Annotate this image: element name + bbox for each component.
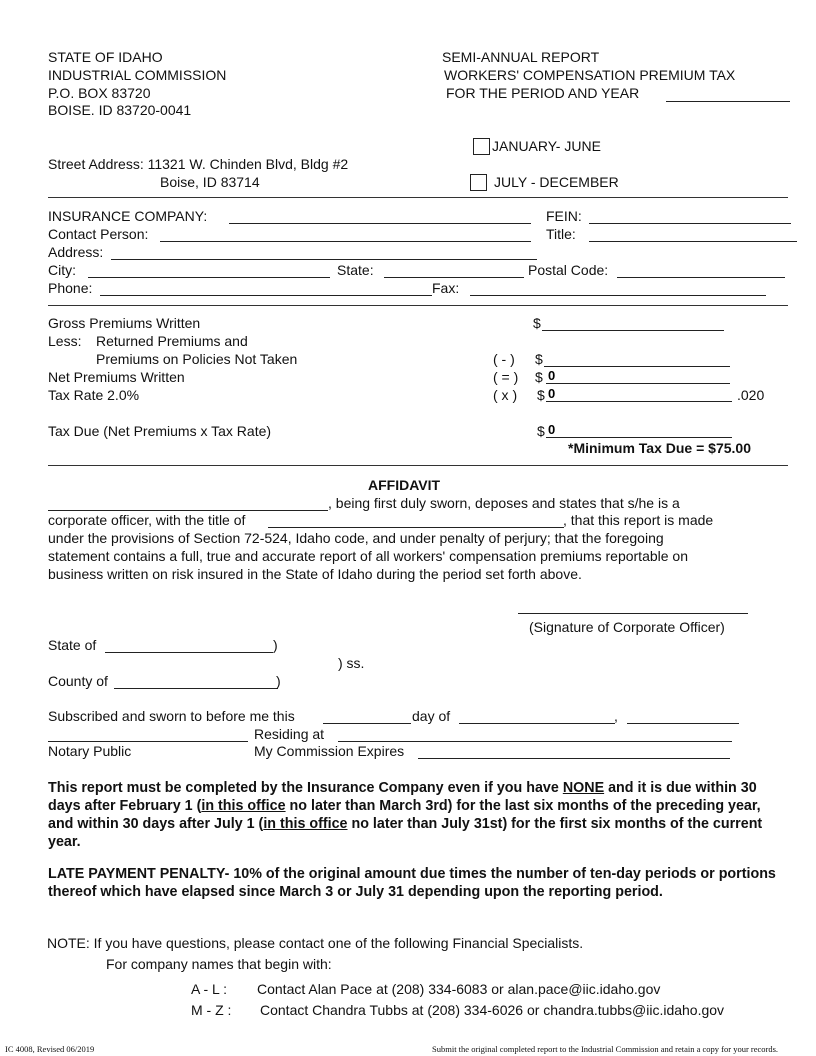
state-of-input[interactable] xyxy=(105,637,273,653)
affidavit-text: , being first duly sworn, deposes and states that s/he is a xyxy=(328,495,680,511)
title-input[interactable] xyxy=(589,226,797,242)
state-label: State: xyxy=(337,262,374,278)
fein-input[interactable] xyxy=(589,208,791,224)
currency-symbol: $ xyxy=(537,423,545,439)
tax-due-label: Tax Due (Net Premiums x Tax Rate) xyxy=(48,423,272,439)
submit-note: Submit the original completed report to the Industrial Commission and retain a copy for your records. xyxy=(432,1044,779,1054)
state-input[interactable] xyxy=(384,262,524,278)
july-december-checkbox[interactable] xyxy=(470,174,487,191)
tax-rate-input[interactable] xyxy=(546,386,732,402)
contact-person-input[interactable] xyxy=(160,226,531,242)
contact-info: Contact Alan Pace at (208) 334-6083 or alan.pace@iic.idaho.gov xyxy=(257,981,661,997)
form-id: IC 4008, Revised 06/2019 xyxy=(5,1044,95,1054)
comma: , xyxy=(614,708,618,724)
gross-premiums-label: Gross Premiums Written xyxy=(48,315,201,331)
divider xyxy=(48,305,788,306)
note-subtext: For company names that begin with: xyxy=(106,956,332,972)
currency-symbol: $ xyxy=(535,351,543,367)
none-emphasis: NONE xyxy=(562,780,605,796)
commission-expires-label: My Commission Expires xyxy=(254,743,405,759)
county-of-label: County of xyxy=(48,673,108,689)
title-label: Title: xyxy=(546,226,576,242)
equals-operator: ( = ) xyxy=(493,369,519,385)
in-this-office-emphasis: in this office xyxy=(201,798,286,814)
instruction-text: and it is due within 30 days after February 1 ( xyxy=(48,780,757,814)
currency-symbol: $ xyxy=(533,315,541,331)
residing-at-input[interactable] xyxy=(338,726,732,742)
late-payment-penalty: LATE PAYMENT PENALTY- 10% of the original amount due times the number of ten-day periods or portions thereof which have elapsed since March 3 or July 31 depending upon the reporting period. xyxy=(48,866,776,900)
net-premiums-label: Net Premiums Written xyxy=(48,369,185,385)
fein-label: FEIN: xyxy=(546,208,582,224)
insurance-company-label: INSURANCE COMPANY: xyxy=(48,208,208,224)
tax-rate-label: Tax Rate 2.0% xyxy=(48,387,140,403)
january-june-checkbox[interactable] xyxy=(473,138,490,155)
report-subtitle: WORKERS' COMPENSATION PREMIUM TAX xyxy=(444,67,736,83)
notary-public-label: Notary Public xyxy=(48,743,132,759)
affiant-name-input[interactable] xyxy=(48,495,328,511)
tax-rate-multiplier: .020 xyxy=(737,387,765,403)
month-input[interactable] xyxy=(459,708,615,724)
july-december-label: JULY - DECEMBER xyxy=(494,174,619,190)
contact-range: M - Z : xyxy=(191,1002,232,1018)
postal-code-label: Postal Code: xyxy=(528,262,609,278)
day-of-label: day of xyxy=(412,708,451,724)
agency-division: INDUSTRIAL COMMISSION xyxy=(48,67,227,83)
signature-input[interactable] xyxy=(518,598,748,614)
divider xyxy=(48,197,788,198)
residing-at-label: Residing at xyxy=(254,726,325,742)
affidavit-text: corporate officer, with the title of xyxy=(48,512,246,528)
instruction-text: no later than July 31st) for the first six months of the current year. xyxy=(48,816,763,850)
report-title: SEMI-ANNUAL REPORT xyxy=(442,49,600,65)
tax-due-input[interactable] xyxy=(546,422,732,438)
returned-premiums-label: Returned Premiums and xyxy=(96,333,248,349)
agency-name: STATE OF IDAHO xyxy=(48,49,163,65)
minus-operator: ( - ) xyxy=(493,351,515,367)
fax-label: Fax: xyxy=(432,280,460,296)
postal-code-input[interactable] xyxy=(617,262,785,278)
affidavit-text: under the provisions of Section 72-524, Idaho code, and under penalty of perjury; that the foregoing xyxy=(48,530,664,546)
phone-label: Phone: xyxy=(48,280,93,296)
day-input[interactable] xyxy=(323,708,411,724)
returned-premiums-input[interactable] xyxy=(544,351,730,367)
less-label: Less: xyxy=(48,333,82,349)
street-address: Street Address: 11321 W. Chinden Blvd, Bldg #2 xyxy=(48,156,349,172)
net-premiums-input[interactable] xyxy=(546,368,730,384)
notary-name-input[interactable] xyxy=(48,726,248,742)
period-year-input[interactable] xyxy=(666,86,790,102)
officer-title-input[interactable] xyxy=(268,512,564,528)
commission-expires-input[interactable] xyxy=(418,743,730,759)
ss-label: ) ss. xyxy=(338,655,365,671)
policies-not-taken-label: Premiums on Policies Not Taken xyxy=(96,351,298,367)
fax-input[interactable] xyxy=(470,280,766,296)
instruction-text: no later than March 3rd) for the last six months of the preceding year, and within 30 days after July 1 ( xyxy=(48,798,761,832)
affidavit-title: AFFIDAVIT xyxy=(368,477,441,493)
state-of-label: State of xyxy=(48,637,97,653)
in-this-office-emphasis: in this office xyxy=(263,816,348,832)
minimum-tax-note: *Minimum Tax Due = $75.00 xyxy=(568,440,751,456)
bracket: ) xyxy=(276,673,281,689)
bracket: ) xyxy=(273,637,278,653)
affidavit-text: statement contains a full, true and accurate report of all workers' compensation premiums reportable on xyxy=(48,548,688,564)
period-year-label: FOR THE PERIOD AND YEAR xyxy=(446,85,640,101)
city-label: City: xyxy=(48,262,76,278)
currency-symbol: $ xyxy=(537,387,545,403)
signature-label: (Signature of Corporate Officer) xyxy=(529,619,725,635)
divider xyxy=(48,465,788,466)
insurance-company-input[interactable] xyxy=(229,208,531,224)
note-text: NOTE: If you have questions, please contact one of the following Financial Specialists. xyxy=(47,935,584,951)
currency-symbol: $ xyxy=(535,369,543,385)
january-june-label: JANUARY- JUNE xyxy=(492,138,601,154)
contact-person-label: Contact Person: xyxy=(48,226,149,242)
contact-info: Contact Chandra Tubbs at (208) 334-6026 or chandra.tubbs@iic.idaho.gov xyxy=(260,1002,725,1018)
multiply-operator: ( x ) xyxy=(493,387,518,403)
subscribed-label: Subscribed and sworn to before me this xyxy=(48,708,295,724)
address-input[interactable] xyxy=(111,244,537,260)
agency-po-box: P.O. BOX 83720 xyxy=(48,85,151,101)
county-of-input[interactable] xyxy=(114,673,278,689)
street-address-city: Boise, ID 83714 xyxy=(160,174,260,190)
filing-instructions xyxy=(48,779,788,851)
affidavit-text: , that this report is made xyxy=(563,512,714,528)
year-input[interactable] xyxy=(627,708,739,724)
instruction-text: This report must be completed by the Insurance Company even if you have xyxy=(48,780,563,796)
address-label: Address: xyxy=(48,244,104,260)
gross-premiums-input[interactable] xyxy=(542,315,724,331)
agency-city: BOISE. ID 83720-0041 xyxy=(48,102,192,118)
contact-range: A - L : xyxy=(191,981,228,997)
affidavit-text: business written on risk insured in the State of Idaho during the period set forth above. xyxy=(48,566,582,582)
phone-input[interactable] xyxy=(100,280,432,296)
city-input[interactable] xyxy=(88,262,330,278)
